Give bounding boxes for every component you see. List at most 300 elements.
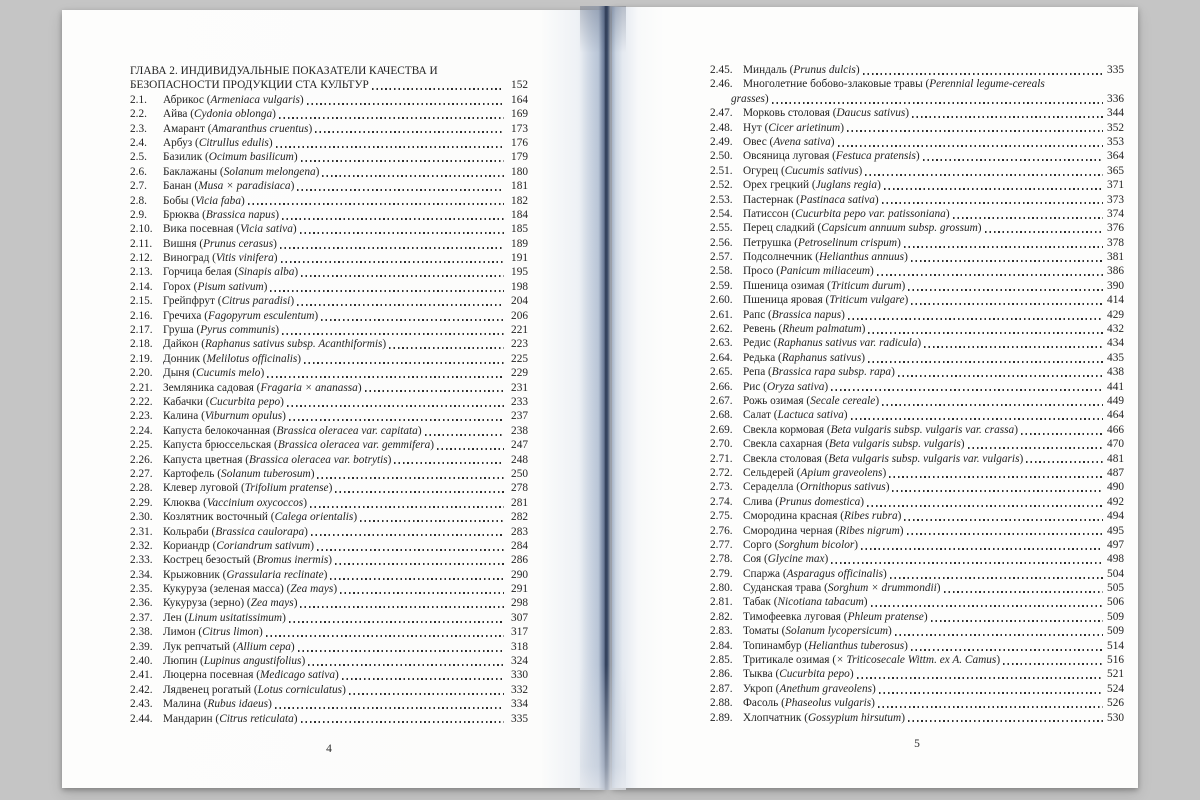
entry-page: 504 — [1107, 567, 1124, 580]
entry-page: 152 — [511, 79, 528, 92]
toc-entry — [130, 467, 528, 481]
entry-page: 324 — [511, 655, 528, 668]
entry-page: 466 — [1107, 423, 1124, 436]
dot-leader — [892, 490, 1103, 492]
dot-leader — [863, 73, 1103, 75]
left-page — [62, 10, 605, 788]
entry-page: 198 — [511, 280, 528, 293]
toc-entry — [130, 395, 528, 409]
dot-leader — [923, 159, 1103, 161]
toc-entry — [710, 365, 1124, 379]
latin-name: Armeniaca vulgaris — [210, 93, 300, 106]
entry-page: 233 — [511, 395, 528, 408]
latin-name: Cucumis melo — [196, 367, 261, 380]
entry-title — [163, 481, 332, 495]
dot-leader — [301, 721, 504, 723]
toc-entry — [130, 611, 528, 625]
entry-page: 335 — [1107, 64, 1124, 76]
entry-number: 2.43. — [130, 698, 153, 711]
title-text: ) — [268, 698, 272, 711]
entry-number: 2.87. — [710, 682, 733, 695]
entry-title — [743, 696, 875, 710]
title-text: Пастернак ( — [743, 193, 800, 206]
title-text: Морковь столовая ( — [743, 107, 837, 120]
latin-name: Triticum vulgare — [829, 294, 905, 307]
latin-name: Brassica napus — [205, 208, 276, 221]
latin-name: Lotus corniculatus — [257, 683, 343, 696]
dot-leader — [275, 707, 504, 709]
latin-name: Zea mays — [250, 597, 294, 610]
toc-entry — [130, 409, 528, 423]
entry-number: 2.71. — [710, 452, 733, 465]
title-text: Свекла столовая ( — [743, 452, 829, 465]
toc-entry — [710, 106, 1124, 120]
entry-page: 298 — [511, 597, 528, 610]
entry-number: 2.54. — [710, 207, 733, 220]
toc-entry — [130, 496, 528, 510]
entry-page: 181 — [511, 180, 528, 193]
title-text: ) — [874, 193, 879, 206]
entry-number: 2.30. — [130, 511, 153, 524]
dot-leader — [879, 692, 1103, 694]
title-text: Баклажаны ( — [163, 165, 224, 178]
entry-page: 374 — [1107, 207, 1124, 220]
title-text: ) — [1014, 423, 1018, 436]
latin-name: Fragaria × ananassa — [260, 381, 358, 394]
entry-page: 169 — [511, 108, 528, 121]
title-text: ) — [290, 180, 295, 193]
entry-title — [163, 697, 272, 711]
title-text: ) — [901, 711, 905, 724]
title-text: Люцерна посевная ( — [163, 669, 261, 682]
title-text: ) — [315, 165, 320, 178]
toc-entry — [710, 524, 1124, 538]
dot-leader — [907, 533, 1104, 535]
entry-number: 2.1. — [130, 93, 147, 106]
latin-name: Cicer arietinum — [768, 121, 841, 134]
entry-title — [743, 509, 901, 523]
latin-name: Anethum graveolens — [779, 682, 872, 695]
title-text: ) — [308, 122, 313, 135]
entry-number: 2.64. — [710, 351, 733, 364]
title-text: Клюква ( — [163, 496, 207, 509]
entry-title — [743, 552, 828, 566]
entry-page: 335 — [511, 712, 528, 725]
dot-leader — [360, 520, 504, 522]
entry-number: 2.66. — [710, 380, 733, 393]
entry-page: 282 — [511, 511, 528, 524]
entry-title — [163, 568, 327, 582]
entry-page: 464 — [1107, 409, 1124, 422]
entry-number: 2.78. — [710, 553, 733, 566]
latin-name: Prunus domestica — [779, 495, 861, 508]
title-text: ) — [314, 309, 319, 322]
title-text: Базилик ( — [163, 151, 209, 164]
entry-page: 195 — [511, 266, 528, 279]
entry-title — [163, 395, 284, 409]
title-text: Пшеница яровая ( — [743, 294, 830, 307]
entry-title — [163, 683, 346, 697]
title-text: Тритикале озимая ( — [743, 654, 837, 667]
title-text: Гречиха ( — [163, 309, 209, 322]
entry-page: 184 — [511, 208, 528, 221]
dot-leader — [911, 649, 1103, 651]
title-text: Картофель ( — [163, 467, 222, 480]
title-text: Брюква ( — [163, 208, 206, 221]
toc-entry — [130, 294, 528, 308]
entry-number: 2.52. — [710, 179, 733, 192]
toc-entry — [710, 452, 1124, 466]
entry-page: 492 — [1107, 495, 1124, 508]
entry-number: 2.82. — [710, 610, 733, 623]
title-text: Арбуз ( — [163, 136, 199, 149]
title-text: Сорго ( — [743, 538, 779, 551]
title-text: ) — [280, 395, 284, 408]
entry-number: 2.23. — [130, 410, 153, 423]
title-text: Овес ( — [743, 135, 774, 148]
title-text: Горох ( — [163, 280, 198, 293]
title-text: ) — [303, 496, 307, 509]
entry-number: 2.76. — [710, 524, 733, 537]
toc-entry — [130, 323, 528, 337]
entry-number: 2.75. — [710, 510, 733, 523]
title-text: ) — [917, 337, 922, 350]
entry-title — [743, 193, 879, 207]
title-text: ) — [417, 424, 422, 437]
latin-name: Citrus paradisi — [221, 295, 291, 308]
entry-page: 378 — [1107, 236, 1124, 249]
toc-entry — [130, 424, 528, 438]
latin-name: Apium graveolens — [800, 466, 883, 479]
entry-number: 2.44. — [130, 712, 153, 725]
entry-number: 2.69. — [710, 423, 733, 436]
toc-entry — [710, 279, 1124, 293]
dot-leader — [968, 447, 1103, 449]
toc-entry — [130, 510, 528, 524]
toc-entry — [710, 193, 1124, 207]
title-text: ) — [904, 294, 909, 307]
title-text: Груша ( — [163, 324, 201, 337]
latin-name: × Triticosecale Wittm. ex A. Camus — [836, 654, 997, 667]
toc-entry — [710, 250, 1124, 264]
toc-entry — [130, 93, 528, 107]
entry-number: 2.24. — [130, 424, 153, 437]
toc-entry — [130, 683, 528, 697]
title-text: ) — [887, 625, 892, 638]
title-text: Бобы ( — [163, 194, 196, 207]
title-text: Смородина красная ( — [743, 510, 844, 523]
title-text: ) — [335, 669, 339, 682]
entry-page: 530 — [1107, 711, 1124, 724]
title-text: ) — [905, 107, 910, 120]
entry-page: 185 — [511, 223, 528, 236]
entry-page: 283 — [511, 525, 528, 538]
latin-name: Ornithopus sativus — [800, 481, 886, 494]
entry-title — [731, 92, 769, 106]
title-text: ) — [282, 410, 286, 423]
title-text: ) — [996, 654, 1001, 667]
title-text: ) — [240, 194, 245, 207]
dot-leader — [279, 117, 504, 119]
title-text: Спаржа ( — [743, 567, 787, 580]
entry-number: 2.89. — [710, 711, 733, 724]
toc-entry — [710, 178, 1124, 192]
dot-leader — [847, 130, 1103, 132]
title-text: ) — [870, 265, 874, 278]
dot-leader — [908, 289, 1103, 291]
toc-entry — [130, 481, 528, 495]
entry-page: 481 — [1107, 452, 1124, 465]
entry-number: 2.58. — [710, 265, 733, 278]
toc-entry — [710, 711, 1124, 725]
entry-title — [163, 640, 295, 654]
title-text: Кольраби ( — [163, 525, 216, 538]
latin-name: Phleum pratense — [847, 610, 924, 623]
title-text: ) — [840, 121, 844, 134]
entry-number: 2.53. — [710, 193, 733, 206]
title-text: Тимофеевка луговая ( — [743, 610, 848, 623]
title-text: ГЛАВА 2. ИНДИВИДУАЛЬНЫЕ ПОКАЗАТЕЛИ КАЧЕСТВА И — [130, 65, 438, 77]
left-page-number: 4 — [326, 743, 332, 755]
entry-page: 434 — [1107, 337, 1124, 350]
entry-number: 2.26. — [130, 453, 153, 466]
toc-entry — [130, 265, 528, 279]
toc-entry — [710, 236, 1124, 250]
latin-name: Capsicum annuum subsp. grossum — [821, 222, 978, 235]
entry-number: 2.12. — [130, 252, 153, 265]
entry-number: 2.56. — [710, 236, 733, 249]
toc-entry — [710, 164, 1124, 178]
entry-title — [743, 293, 908, 307]
toc-entry — [710, 538, 1124, 552]
entry-page: 432 — [1107, 323, 1124, 336]
entry-number: 2.70. — [710, 438, 733, 451]
title-text: Айва ( — [163, 108, 194, 121]
toc-entry — [130, 697, 528, 711]
entry-title — [163, 496, 307, 510]
toc-entry — [130, 568, 528, 582]
latin-name: Juglans regia — [815, 179, 878, 192]
entry-number: 2.60. — [710, 294, 733, 307]
latin-name: Beta vulgaris subsp. vulgaris var. vulgaris — [828, 452, 1020, 465]
entry-page: 206 — [511, 309, 528, 322]
entry-title — [743, 135, 835, 149]
entry-page: 179 — [511, 151, 528, 164]
title-text: Клевер луговой ( — [163, 482, 245, 495]
entry-title — [743, 178, 881, 192]
entry-title — [163, 251, 278, 265]
entry-number: 2.29. — [130, 496, 153, 509]
entry-number: 2.18. — [130, 338, 153, 351]
toc-entry — [710, 408, 1124, 422]
latin-name: Viburnum opulus — [204, 410, 283, 423]
title-text: ) — [293, 151, 298, 164]
title-text: ) — [263, 280, 268, 293]
latin-name: Secale cereale — [810, 394, 876, 407]
title-text: ) — [275, 324, 280, 337]
title-text: Репа ( — [743, 366, 772, 379]
entry-number: 2.42. — [130, 683, 153, 696]
entry-title — [163, 381, 362, 395]
toc-entry — [130, 553, 528, 567]
entry-number: 2.62. — [710, 323, 733, 336]
title-text: Подсолнечник ( — [743, 251, 820, 264]
dot-leader — [297, 304, 504, 306]
entry-title — [743, 423, 1018, 437]
entry-number: 2.80. — [710, 582, 733, 595]
entry-number: 2.32. — [130, 539, 153, 552]
entry-title — [743, 121, 844, 135]
title-text: ) — [882, 466, 887, 479]
latin-name: Citrus reticulata — [219, 712, 294, 725]
toc-entry — [130, 366, 528, 380]
entry-number: 2.20. — [130, 367, 153, 380]
entry-number: 2.8. — [130, 194, 147, 207]
toc-entry — [710, 567, 1124, 581]
title-text: ) — [897, 236, 901, 249]
entry-title — [743, 380, 828, 394]
entry-title — [163, 438, 434, 452]
title-text: ) — [342, 683, 346, 696]
title-text: ) — [272, 108, 276, 121]
dot-leader — [281, 261, 504, 263]
toc-entry-continuation — [710, 92, 1124, 106]
latin-name: Musa × paradisiaca — [198, 180, 291, 193]
title-text: Рапс ( — [743, 308, 772, 321]
latin-name: Cucumis sativus — [784, 164, 859, 177]
entry-number: 2.47. — [710, 107, 733, 120]
title-text: Многолетние бобово-злаковые травы ( — [743, 78, 930, 91]
title-text: ) — [293, 712, 298, 725]
entry-page: 290 — [511, 568, 528, 581]
entry-title — [743, 279, 905, 293]
entry-number: 2.28. — [130, 482, 153, 495]
latin-name: Cucurbita pepo var. patissoniana — [795, 207, 946, 220]
toc-entry — [710, 135, 1124, 149]
dot-leader — [300, 606, 504, 608]
title-text: Грейпфрут ( — [163, 295, 222, 308]
latin-name: Ribes nigrum — [839, 524, 900, 537]
toc-entry — [130, 453, 528, 467]
entry-number: 2.49. — [710, 135, 733, 148]
entry-title — [743, 538, 858, 552]
toc-entry — [710, 423, 1124, 437]
latin-name: Fagopyrum esculentum — [208, 309, 315, 322]
entry-title — [163, 366, 264, 380]
title-text: ) — [904, 639, 908, 652]
latin-name: Gossypium hirsutum — [808, 711, 902, 724]
title-text: Банан ( — [163, 180, 199, 193]
title-text: ) — [875, 394, 880, 407]
latin-name: Vicia sativa — [240, 223, 293, 236]
title-text: ) — [883, 567, 887, 580]
entry-page: 494 — [1107, 510, 1124, 523]
dot-leader — [931, 620, 1103, 622]
entry-title — [743, 77, 1045, 91]
dot-leader — [857, 677, 1103, 679]
entry-title — [743, 106, 909, 120]
latin-name: grasses — [731, 92, 765, 105]
dot-leader — [317, 477, 504, 479]
title-text: Петрушка ( — [743, 236, 799, 249]
entry-page: 352 — [1107, 121, 1124, 134]
title-text: Кукуруза (зерно) ( — [163, 597, 251, 610]
title-text: ) — [824, 380, 829, 393]
entry-page: 498 — [1107, 553, 1124, 566]
toc-entry — [710, 581, 1124, 595]
toc-entry — [130, 525, 528, 539]
entry-number: 2.37. — [130, 611, 153, 624]
dot-leader — [307, 103, 504, 105]
toc-entry — [130, 208, 528, 222]
entry-number: 2.16. — [130, 309, 153, 322]
title-text: ) — [357, 381, 362, 394]
dot-leader — [335, 563, 504, 565]
chapter-heading-line — [130, 64, 528, 78]
entry-title — [163, 222, 297, 236]
dot-leader — [311, 534, 504, 536]
dot-leader — [276, 146, 504, 148]
entry-page: 438 — [1107, 366, 1124, 379]
title-text: ) — [304, 525, 308, 538]
dot-leader — [882, 404, 1103, 406]
dot-leader — [877, 274, 1103, 276]
title-text: Виноград ( — [163, 252, 216, 265]
entry-number: 2.55. — [710, 222, 733, 235]
dot-leader — [895, 634, 1103, 636]
title-text: Пшеница озимая ( — [743, 279, 831, 292]
latin-name: Medicago sativa — [260, 669, 335, 682]
toc-entry — [130, 438, 528, 452]
title-text: Вика посевная ( — [163, 223, 241, 236]
entry-number: 2.34. — [130, 568, 153, 581]
entry-title — [743, 624, 892, 638]
entry-number: 2.51. — [710, 164, 733, 177]
entry-page: 332 — [511, 683, 528, 696]
entry-number: 2.3. — [130, 122, 147, 135]
title-text: ) — [275, 208, 279, 221]
latin-name: Solanum melongena — [223, 165, 316, 178]
latin-name: Beta vulgaris subsp. vulgaris — [828, 438, 961, 451]
dot-leader — [289, 419, 504, 421]
title-text: Томаты ( — [743, 625, 786, 638]
dot-leader — [310, 506, 504, 508]
entry-title — [163, 294, 294, 308]
entry-page: 334 — [511, 698, 528, 711]
entry-number: 2.48. — [710, 121, 733, 134]
dot-leader — [889, 476, 1103, 478]
entry-title — [163, 136, 273, 150]
dot-leader — [321, 319, 504, 321]
dot-leader — [911, 303, 1103, 305]
dot-leader — [315, 131, 504, 133]
title-text: Калина ( — [163, 410, 205, 423]
toc-entry — [710, 308, 1124, 322]
title-text: ) — [382, 338, 387, 351]
entry-number: 2.6. — [130, 165, 147, 178]
title-text: Миндаль ( — [743, 64, 794, 76]
title-text: ) — [268, 136, 273, 149]
right-page-number: 5 — [914, 738, 920, 750]
latin-name: Grassularia reclinate — [226, 568, 324, 581]
entry-page: 173 — [511, 122, 528, 135]
toc-entry — [130, 179, 528, 193]
latin-name: Amaranthus cruentus — [211, 122, 309, 135]
entry-page: 284 — [511, 539, 528, 552]
title-text: ) — [977, 222, 982, 235]
title-text: Рис ( — [743, 380, 767, 393]
title-text: ) — [936, 582, 941, 595]
